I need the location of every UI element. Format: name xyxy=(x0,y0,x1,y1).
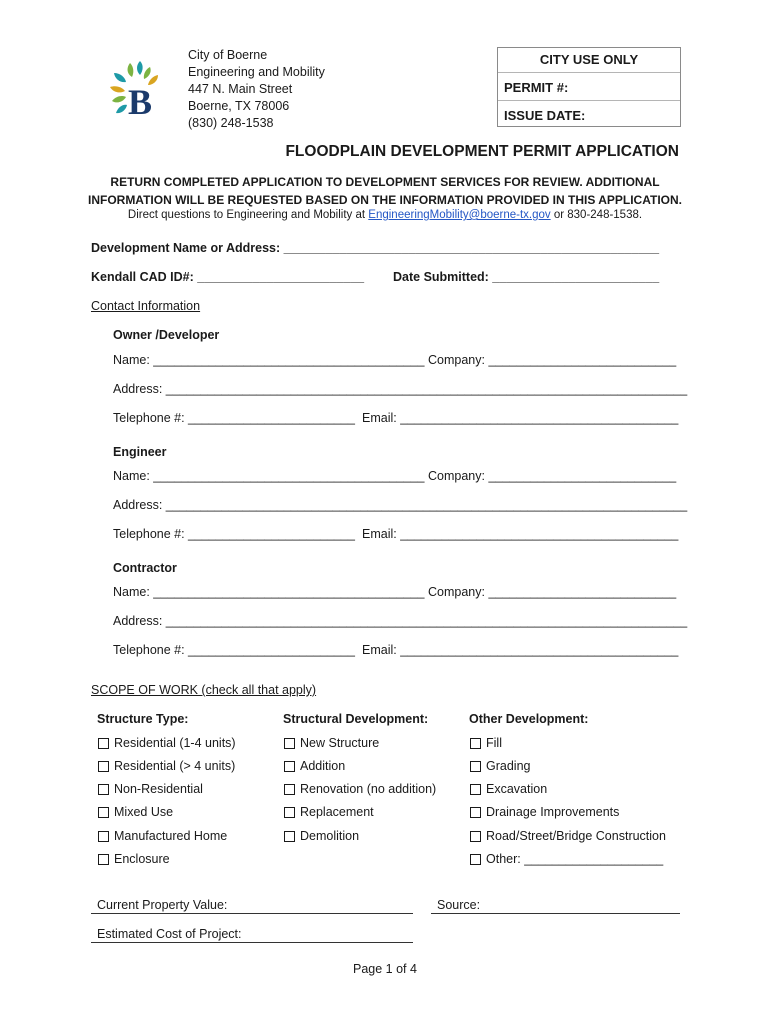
checkbox[interactable] xyxy=(284,807,295,818)
development-name-field[interactable]: Development Name or Address: ______________________________________________________ xyxy=(91,241,660,255)
contractor-company-field[interactable]: Company: ___________________________ xyxy=(428,585,677,599)
checkbox-label: Demolition xyxy=(300,829,360,843)
contact-information-heading: Contact Information xyxy=(91,299,201,313)
checkbox-label: Non-Residential xyxy=(114,782,203,796)
address-block xyxy=(188,47,325,132)
contractor-address-field[interactable]: Address: ___________________________________________________________________________ xyxy=(113,614,688,628)
engineer-heading: Engineer xyxy=(113,445,167,459)
street-address: 447 N. Main Street xyxy=(188,82,293,96)
checkbox[interactable] xyxy=(98,854,109,865)
engineer-address-field[interactable]: Address: ___________________________________________________________________________ xyxy=(113,498,688,512)
contact-note-suffix: or 830-248-1538. xyxy=(550,209,643,221)
structural-development-heading: Structural Development: xyxy=(283,712,429,726)
email-link[interactable]: EngineeringMobility@boerne-tx.gov xyxy=(368,209,551,221)
owner-developer-heading: Owner /Developer xyxy=(113,328,220,342)
checkbox[interactable] xyxy=(470,761,481,772)
checkbox-item[interactable] xyxy=(98,829,227,843)
city-use-only-box xyxy=(497,47,681,127)
engineer-name-field[interactable]: Name: _______________________________________ xyxy=(113,469,425,483)
checkbox-label: New Structure xyxy=(300,736,380,750)
kendall-cad-field[interactable]: Kendall CAD ID#: ________________________ xyxy=(91,270,365,284)
checkbox-item[interactable] xyxy=(470,736,502,750)
checkbox-item[interactable] xyxy=(98,852,170,866)
source-line[interactable] xyxy=(431,913,680,914)
checkbox-label: Mixed Use xyxy=(114,805,174,819)
checkbox[interactable] xyxy=(284,738,295,749)
contact-note-prefix: Direct questions to Engineering and Mobility at xyxy=(127,209,369,221)
checkbox[interactable] xyxy=(98,738,109,749)
owner-telephone-field[interactable]: Telephone #: ________________________ xyxy=(113,411,355,425)
checkbox-label: Residential (> 4 units) xyxy=(114,759,236,773)
city-of-boerne-logo-icon xyxy=(106,57,166,119)
checkbox-label: Drainage Improvements xyxy=(486,805,620,819)
current-property-value-line[interactable] xyxy=(91,913,413,914)
checkbox-label: Addition xyxy=(300,759,346,773)
engineer-email-field[interactable]: Email: ________________________________________ xyxy=(362,527,679,541)
checkbox[interactable] xyxy=(470,854,481,865)
issue-date-label: ISSUE DATE: xyxy=(504,108,586,123)
checkbox-item[interactable] xyxy=(98,782,203,796)
department-name: Engineering and Mobility xyxy=(188,65,325,79)
checkbox-label: Road/Street/Bridge Construction xyxy=(486,829,666,843)
owner-company-field[interactable]: Company: ___________________________ xyxy=(428,353,677,367)
owner-address-field[interactable]: Address: ___________________________________________________________________________ xyxy=(113,382,688,396)
org-name: City of Boerne xyxy=(188,48,268,62)
instructions-line-1: RETURN COMPLETED APPLICATION TO DEVELOPMENT SERVICES FOR REVIEW. ADDITIONAL xyxy=(110,175,660,189)
checkbox-label: Enclosure xyxy=(114,852,170,866)
checkbox-item[interactable] xyxy=(470,759,530,773)
current-property-value-label: Current Property Value: xyxy=(97,898,228,912)
checkbox-item[interactable] xyxy=(284,805,374,819)
checkbox-item[interactable] xyxy=(98,736,236,750)
checkbox-label: Renovation (no addition) xyxy=(300,782,437,796)
owner-email-field[interactable]: Email: ________________________________________ xyxy=(362,411,679,425)
contractor-email-field[interactable]: Email: ________________________________________ xyxy=(362,643,679,657)
checkbox[interactable] xyxy=(470,784,481,795)
checkbox-label: Manufactured Home xyxy=(114,829,228,843)
owner-name-field[interactable]: Name: _______________________________________ xyxy=(113,353,425,367)
date-submitted-field[interactable]: Date Submitted: ________________________ xyxy=(393,270,660,284)
checkbox[interactable] xyxy=(470,807,481,818)
checkbox-item[interactable] xyxy=(470,805,619,819)
other-development-heading: Other Development: xyxy=(469,712,589,726)
checkbox-item[interactable] xyxy=(284,736,379,750)
checkbox[interactable] xyxy=(284,784,295,795)
checkbox[interactable] xyxy=(470,738,481,749)
city-use-title: CITY USE ONLY xyxy=(539,52,639,67)
engineer-company-field[interactable]: Company: ___________________________ xyxy=(428,469,677,483)
checkbox-label: Fill xyxy=(486,736,502,750)
checkbox-item[interactable] xyxy=(98,805,173,819)
instructions xyxy=(80,173,690,209)
checkbox-item[interactable] xyxy=(98,759,235,773)
divider xyxy=(498,100,680,101)
permit-number-label: PERMIT #: xyxy=(504,80,569,95)
checkbox[interactable] xyxy=(98,761,109,772)
estimated-cost-line[interactable] xyxy=(91,942,413,943)
checkbox-item[interactable] xyxy=(284,759,345,773)
checkbox[interactable] xyxy=(98,784,109,795)
checkbox-item[interactable] xyxy=(284,829,359,843)
checkbox-label: Grading xyxy=(486,759,531,773)
checkbox-item[interactable] xyxy=(470,829,666,843)
contractor-telephone-field[interactable]: Telephone #: ________________________ xyxy=(113,643,355,657)
checkbox-label: Replacement xyxy=(300,805,374,819)
checkbox[interactable] xyxy=(284,831,295,842)
checkbox-label: Excavation xyxy=(486,782,548,796)
scope-of-work-heading: SCOPE OF WORK (check all that apply) xyxy=(91,683,317,697)
estimated-cost-label: Estimated Cost of Project: xyxy=(97,927,242,941)
checkbox[interactable] xyxy=(98,807,109,818)
source-label: Source: xyxy=(437,898,481,912)
contractor-name-field[interactable]: Name: _______________________________________ xyxy=(113,585,425,599)
checkbox-label: Other: ____________________ xyxy=(486,852,664,866)
checkbox[interactable] xyxy=(284,761,295,772)
checkbox-item[interactable] xyxy=(470,782,547,796)
checkbox[interactable] xyxy=(98,831,109,842)
checkbox-item[interactable] xyxy=(470,852,663,866)
structure-type-heading: Structure Type: xyxy=(97,712,189,726)
checkbox[interactable] xyxy=(470,831,481,842)
phone-number: (830) 248-1538 xyxy=(188,116,274,130)
city-state-zip: Boerne, TX 78006 xyxy=(188,99,290,113)
checkbox-item[interactable] xyxy=(284,782,436,796)
page-number: Page 1 of 4 xyxy=(353,962,417,976)
checkbox-label: Residential (1-4 units) xyxy=(114,736,236,750)
engineer-telephone-field[interactable]: Telephone #: ________________________ xyxy=(113,527,355,541)
page-title: FLOODPLAIN DEVELOPMENT PERMIT APPLICATION xyxy=(285,143,679,160)
contractor-heading: Contractor xyxy=(113,561,177,575)
instructions-line-2: INFORMATION WILL BE REQUESTED BASED ON THE INFORMATION PROVIDED IN THIS APPLICATION. xyxy=(87,193,682,207)
svg-text:B: B xyxy=(128,82,153,119)
divider xyxy=(498,72,680,73)
contact-note xyxy=(80,209,690,221)
